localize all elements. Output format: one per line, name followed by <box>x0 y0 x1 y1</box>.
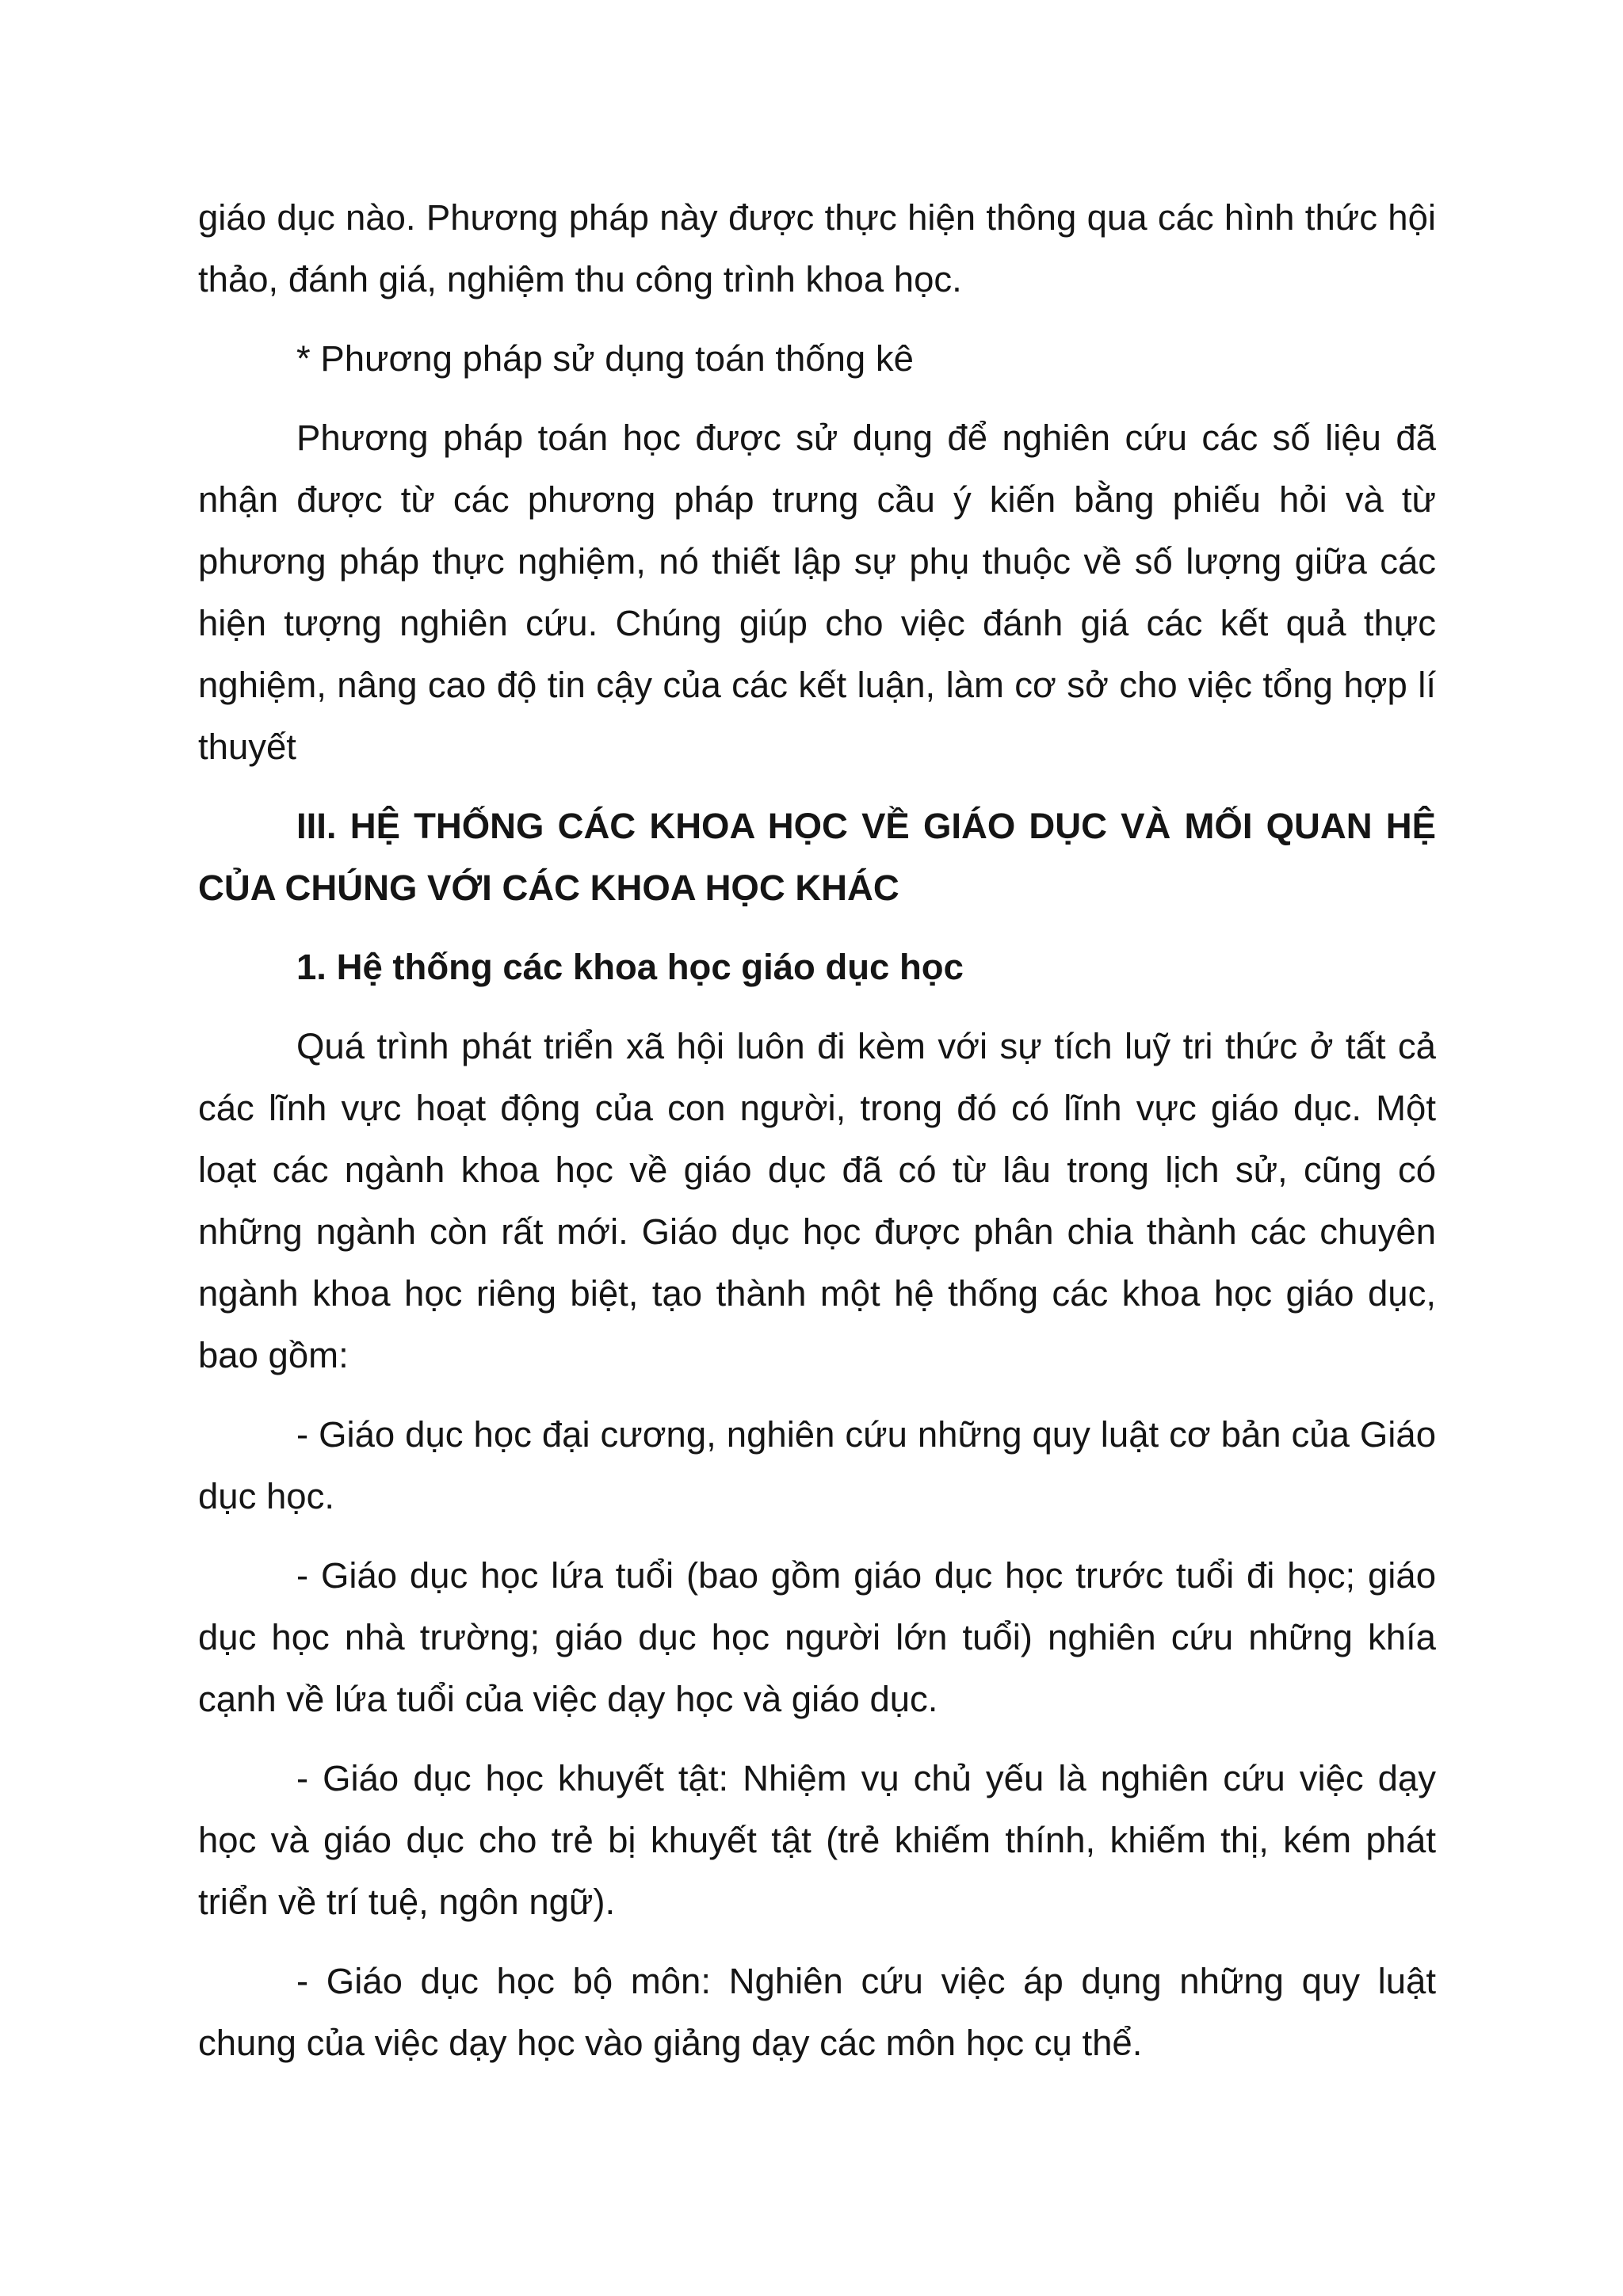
paragraph-continuation: giáo dục nào. Phương pháp này được thực hiện thông qua các hình thức hội thảo, đánh giá, nghiệm thu công trình khoa học. <box>198 197 1436 299</box>
list-item-general-pedagogy: - Giáo dục học đại cương, nghiên cứu những quy luật cơ bản của Giáo dục học. <box>198 1414 1436 1516</box>
list-item-age-pedagogy: - Giáo dục học lứa tuổi (bao gồm giáo dục học trước tuổi đi học; giáo dục học nhà trường; giáo dục học người lớn tuổi) nghiên cứu những khía cạnh về lứa tuổi của việc dạy học và giáo dục. <box>198 1555 1436 1719</box>
section-heading: III. HỆ THỐNG CÁC KHOA HỌC VỀ GIÁO DỤC VÀ MỐI QUAN HỆ CỦA CHÚNG VỚI CÁC KHOA HỌC KHÁC <box>198 806 1436 908</box>
list-item-subject-pedagogy: - Giáo dục học bộ môn: Nghiên cứu việc áp dụng những quy luật chung của việc dạy học vào giảng dạy các môn học cụ thể. <box>198 1961 1436 2063</box>
method-heading: * Phương pháp sử dụng toán thống kê <box>296 338 914 379</box>
list-item-special-pedagogy: - Giáo dục học khuyết tật: Nhiệm vụ chủ yếu là nghiên cứu việc dạy học và giáo dục cho trẻ bị khuyết tật (trẻ khiếm thính, khiếm thị, kém phát triển về trí tuệ, ngôn ngữ). <box>198 1758 1436 1922</box>
paragraph-statistics-method: Phương pháp toán học được sử dụng để nghiên cứu các số liệu đã nhận được từ các phương pháp trưng cầu ý kiến bằng phiếu hỏi và từ phương pháp thực nghiệm, nó thiết lập sự phụ thuộc về số lượng giữa các hiện tượng nghiên cứu. Chúng giúp cho việc đánh giá các kết quả thực nghiệm, nâng cao độ tin cậy của các kết luận, làm cơ sở cho việc tổng hợp lí thuyết <box>198 418 1436 767</box>
paragraph-education-sciences: Quá trình phát triển xã hội luôn đi kèm với sự tích luỹ tri thức ở tất cả các lĩnh vực hoạt động của con người, trong đó có lĩnh vực giáo dục. Một loạt các ngành khoa học về giáo dục đã có từ lâu trong lịch sử, cũng có những ngành còn rất mới. Giáo dục học được phân chia thành các chuyên ngành khoa học riêng biệt, tạo thành một hệ thống các khoa học giáo dục, bao gồm: <box>198 1026 1436 1375</box>
page-body <box>198 187 1436 2074</box>
subsection-heading: 1. Hệ thống các khoa học giáo dục học <box>296 947 964 987</box>
